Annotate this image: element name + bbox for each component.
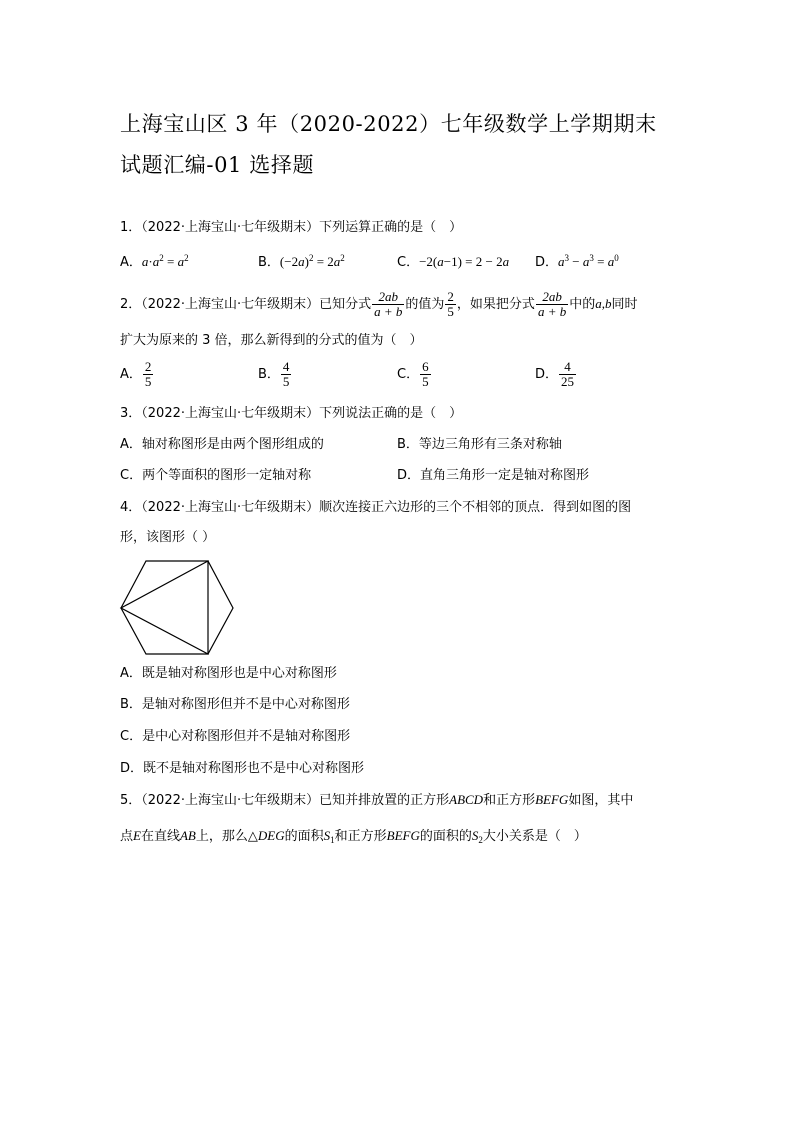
q4-option-a: A．既是轴对称图形也是中心对称图形 [120, 666, 337, 681]
q1-option-d: D．$a^3 - a^3 = a^0$ [535, 253, 619, 270]
q2-stem-line-1: 2．（2022·上海宝山·七年级期末）已知分式 $\frac{2ab}{a + b}$ 的值为 $\frac{2}{5}$ ，如果把分式 $\frac{2ab}{a + b}$ 中的a,b同时 [120, 289, 638, 319]
q2-value-fraction: $\frac{2}{5}$ [447, 289, 454, 319]
q3-stem: 3．（2022·上海宝山·七年级期末）下列说法正确的是（ ） [120, 406, 463, 421]
q2-option-a: A． $\frac{2}{5}$ [120, 359, 152, 389]
q3-option-d: D．直角三角形一定是轴对称图形 [397, 468, 590, 483]
inscribed-triangle [121, 561, 208, 654]
q4-stem-line-1: 4．（2022·上海宝山·七年级期末）顺次连接正六边形的三个不相邻的顶点．得到如图的图 [120, 500, 632, 515]
q1-option-c: C．−2(a−1) = 2 − 2a [397, 254, 510, 270]
q2-fraction-repeat: $\frac{2ab}{a + b}$ [537, 289, 567, 319]
q2-fraction: $\frac{2ab}{a + b}$ [374, 289, 403, 319]
title-line-1: 上海宝山区 3 年（2020-2022）七年级数学上学期期末 [120, 112, 657, 136]
q1-options [120, 252, 680, 274]
q4-option-d: D．既不是轴对称图形也不是中心对称图形 [120, 761, 365, 776]
q2-option-d: D． $\frac{4}{25}$ [535, 359, 575, 389]
q4-option-b: B．是轴对称图形但并不是中心对称图形 [120, 697, 350, 712]
hexagon-triangle-figure [118, 558, 238, 658]
title-line-2: 试题汇编-01 选择题 [120, 153, 315, 177]
q3-option-b: B．等边三角形有三条对称轴 [397, 437, 562, 452]
q2-option-c: C． $\frac{6}{5}$ [397, 359, 429, 389]
q1-option-b: B．$(-2a)^2 = 2a^2$ [258, 253, 345, 270]
q2-stem-line-2: 扩大为原来的 3 倍，那么新得到的分式的值为（ ） [120, 333, 423, 348]
q1-option-a: A．$a\cdot a^2 = a^2$ [120, 253, 189, 270]
regular-hexagon [121, 561, 233, 654]
q3-option-c: C．两个等面积的图形一定轴对称 [120, 468, 312, 483]
q3-option-a: A．轴对称图形是由两个图形组成的 [120, 437, 324, 452]
q1-stem: 1．（2022·上海宝山·七年级期末）下列运算正确的是（ ） [120, 220, 463, 235]
q2-option-b: B． $\frac{4}{5}$ [258, 359, 290, 389]
q4-option-c: C．是中心对称图形但并不是轴对称图形 [120, 729, 351, 744]
q5-stem-line-2: 点E在直线AB上，那么△DEG的面积$S_1$和正方形BEFG的面积的$S_2$大小关系是（ ） [120, 828, 587, 845]
q4-stem-line-2: 形，该图形（ ） [120, 530, 216, 545]
q5-stem-line-1: 5．（2022·上海宝山·七年级期末）已知并排放置的正方形ABCD和正方形BEFG如图，其中 [120, 792, 634, 808]
q2-options [120, 360, 680, 396]
document-title [120, 104, 690, 186]
